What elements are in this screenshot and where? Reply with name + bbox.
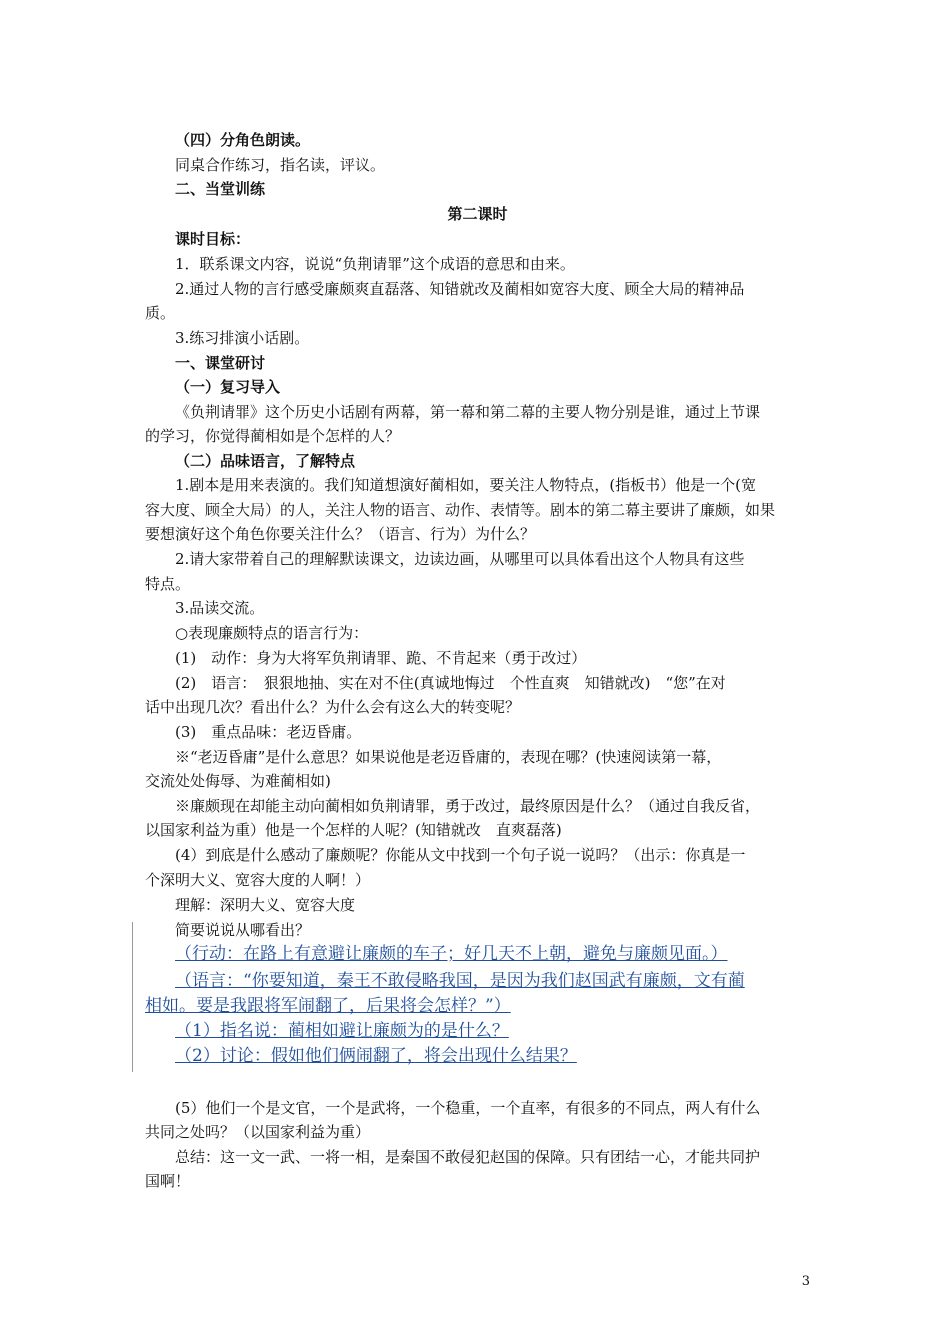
annotation-line: （语言：“你要知道，秦王不敢侵略我国，是因为我们赵国武有廉颇，文有蔺 <box>175 971 745 991</box>
paragraph-line: 共同之处吗？（以国家利益为重） <box>145 1123 371 1141</box>
section-heading: （四）分角色朗读。 <box>175 131 311 149</box>
paragraph-line: 《负荆请罪》这个历史小话剧有两幕，第一幕和第二幕的主要人物分别是谁，通过上节课 <box>175 403 761 421</box>
paragraph-line: 3.练习排演小话剧。 <box>175 329 310 347</box>
paragraph-line: 的学习，你觉得蔺相如是个怎样的人？ <box>145 427 401 445</box>
paragraph-line: 3.品读交流。 <box>175 599 265 617</box>
paragraph-line: 特点。 <box>145 575 191 593</box>
paragraph-line: 1．联系课文内容，说说“负荆请罪”这个成语的意思和由来。 <box>175 255 575 273</box>
section-heading: 课时目标： <box>175 230 251 248</box>
paragraph-line: (3) 重点品味：老迈昏庸。 <box>175 723 362 741</box>
paragraph-line: (1) 动作：身为大将军负荆请罪、跪、不肯起来（勇于改过） <box>175 649 587 667</box>
paragraph-line: ※廉颇现在却能主动向蔺相如负荆请罪，勇于改过，最终原因是什么？（通过自我反省， <box>175 797 761 815</box>
paragraph-line: 交流处处侮辱、为难蔺相如) <box>145 772 331 790</box>
section-heading: 一、课堂研讨 <box>175 354 266 372</box>
lesson-title: 第二课时 <box>447 205 508 223</box>
paragraph-line: ○表现廉颇特点的语言行为： <box>175 624 369 642</box>
paragraph-line: 2.通过人物的言行感受廉颇爽直磊落、知错就改及蔺相如宽容大度、顾全大局的精神品 <box>175 280 745 298</box>
paragraph-line: 话中出现几次？看出什么？为什么会有这么大的转变呢？ <box>145 698 521 716</box>
annotation-line: （2）讨论：假如他们俩闹翻了，将会出现什么结果？ <box>175 1046 577 1066</box>
paragraph-line: 容大度、顾全大局）的人，关注人物的语言、动作、表情等。剧本的第二幕主要讲了廉颇，如果 <box>145 501 776 519</box>
paragraph-line: 国啊！ <box>145 1172 191 1190</box>
paragraph-line: 理解：深明大义、宽容大度 <box>175 896 356 914</box>
paragraph-line: 1.剧本是用来表演的。我们知道想演好蔺相如，要关注人物特点，(指板书）他是一个(宽 <box>175 476 757 494</box>
paragraph-line: 以国家利益为重）他是一个怎样的人呢？(知错就改 直爽磊落) <box>145 821 562 839</box>
paragraph-line: (4）到底是什么感动了廉颇呢？你能从文中找到一个句子说一说吗？（出示：你真是一 <box>175 846 746 864</box>
section-heading: （一）复习导入 <box>175 378 281 396</box>
paragraph-line: 总结：这一文一武、一将一相，是秦国不敢侵犯赵国的保障。只有团结一心，才能共同护 <box>175 1148 761 1166</box>
paragraph-line: 质。 <box>145 304 176 322</box>
paragraph-line: 要想演好这个角色你要关注什么？（语言、行为）为什么？ <box>145 525 536 543</box>
annotation-line: 相如。要是我跟将军闹翻了，后果将会怎样？”） <box>145 996 511 1016</box>
revision-bar <box>132 922 133 1072</box>
paragraph-line: ※“老迈昏庸”是什么意思？如果说他是老迈昏庸的，表现在哪？(快速阅读第一幕， <box>175 748 722 766</box>
annotation-line: （行动：在路上有意避让廉颇的车子；好几天不上朝，避免与廉颇见面。） <box>175 944 728 964</box>
paragraph-line: 2.请大家带着自己的理解默读课文，边读边画，从哪里可以具体看出这个人物具有这些 <box>175 550 745 568</box>
section-heading: （二）品味语言，了解特点 <box>175 452 356 470</box>
annotation-line: （1）指名说：蔺相如避让廉颇为的是什么？ <box>175 1021 509 1041</box>
paragraph-line: (2) 语言： 狠狠地抽、实在对不住(真诚地悔过 个性直爽 知错就改) “您”在对 <box>175 674 726 692</box>
paragraph-line: 简要说说从哪看出？ <box>175 921 311 939</box>
section-heading: 二、当堂训练 <box>175 180 266 198</box>
page-number: 3 <box>801 1274 810 1289</box>
paragraph-line: 个深明大义、宽容大度的人啊！） <box>145 871 371 889</box>
paragraph-line: (5）他们一个是文官，一个是武将，一个稳重，一个直率，有很多的不同点，两人有什么 <box>175 1099 761 1117</box>
paragraph-line: 同桌合作练习，指名读，评议。 <box>175 156 386 174</box>
